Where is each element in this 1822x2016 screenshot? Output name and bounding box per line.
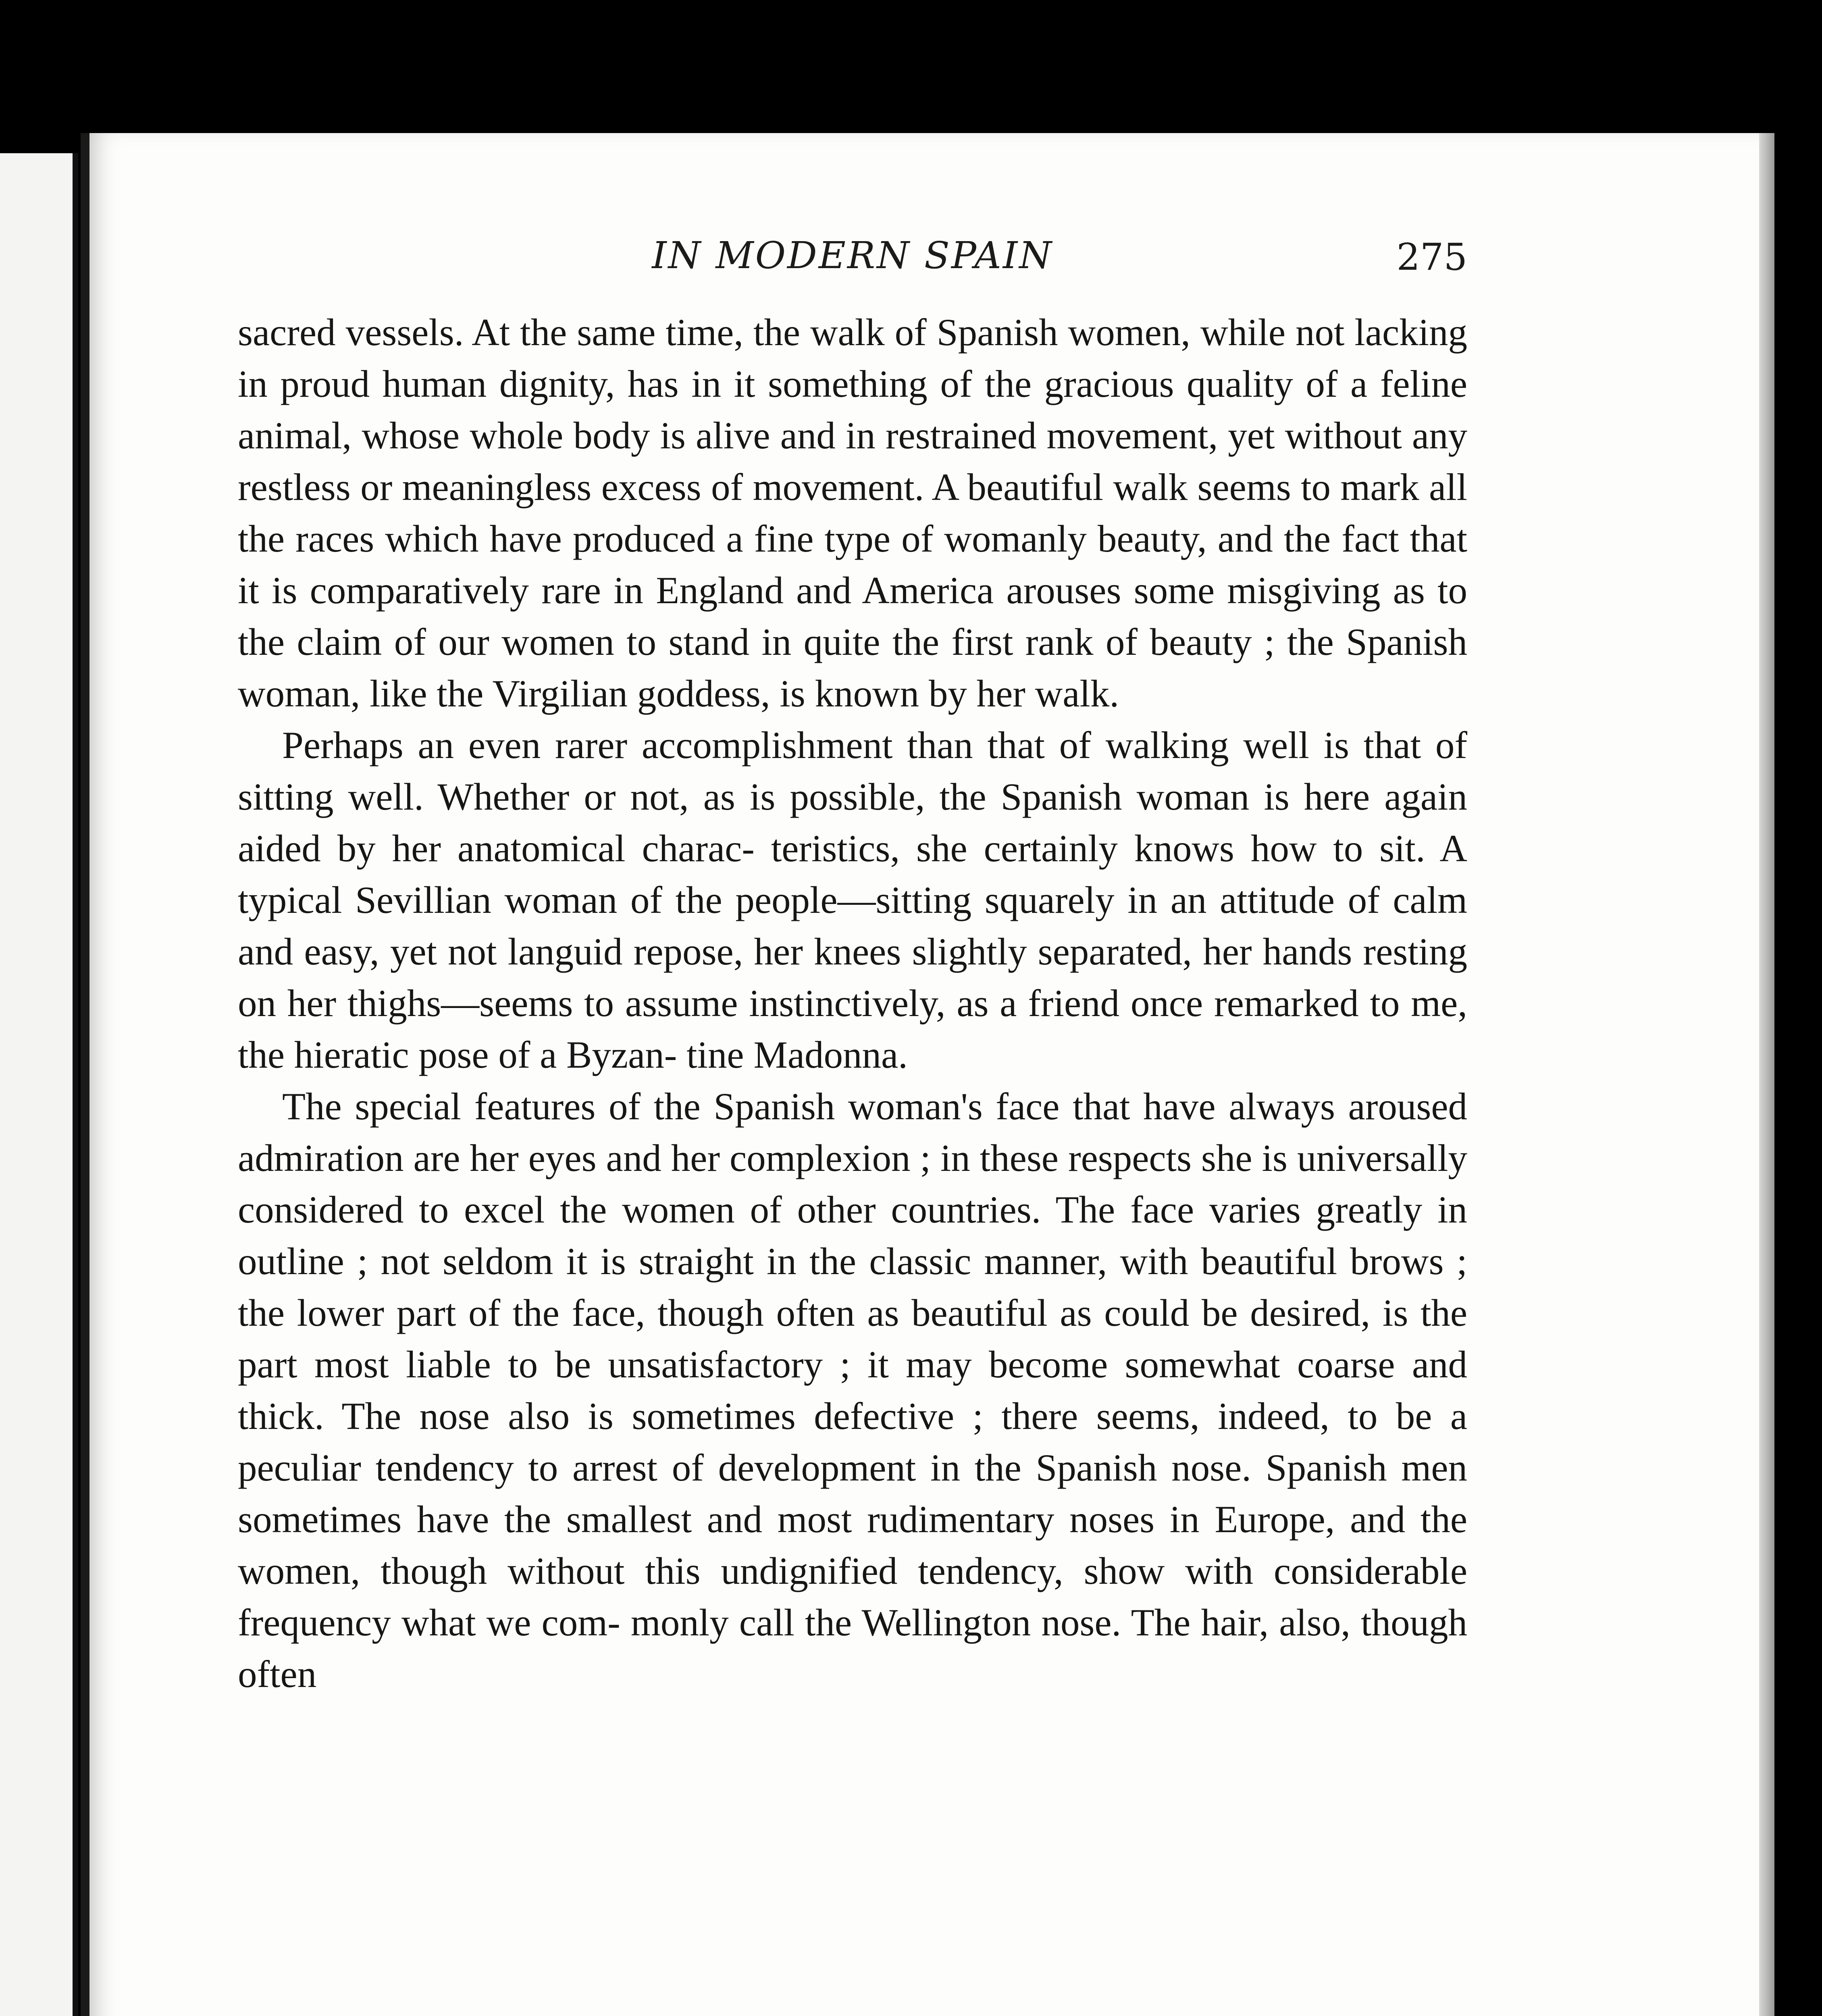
previous-page-edge [0, 153, 78, 2016]
paragraph-3: The special features of the Spanish woman's face that have always aroused admiration are her eyes and her complexion ; in these respects she is universally considered to excel the women of other countries. The face varies greatly in outline ; not seldom it is straight in the classic manner, with beautiful brows ; the lower part of the face, though often as beautiful as could be desired, is the part most liable to be unsatisfactory ; it may become somewhat coarse and thick. The nose also is sometimes defective ; there seems, indeed, to be a peculiar tendency to arrest of development in the Spanish nose. Spanish men sometimes have the smallest and most rudimentary noses in Europe, and the women, though without this undignified tendency, show with considerable frequency what we com- monly call the Wellington nose. The hair, also, though often [238, 1085, 1467, 1695]
body-text [238, 306, 1467, 1700]
paragraph-2: Perhaps an even rarer accomplishment than that of walking well is that of sitting well. Whether or not, as is possible, the Spanish woman is here again aided by her anatomical charac- teristics, she certainly knows how to sit. A typical Sevillian woman of the people—sitting squarely in an attitude of calm and easy, yet not languid repose, her knees slightly separated, her hands resting on her thighs—seems to assume instinctively, as a friend once remarked to me, the hieratic pose of a Byzan- tine Madonna. [238, 724, 1467, 1076]
running-head [238, 234, 1467, 314]
page-number: 275 [1396, 235, 1467, 279]
paragraph-1: sacred vessels. At the same time, the walk of Spanish women, while not lacking in proud human dignity, has in it something of the gracious quality of a feline animal, whose whole body is alive and in restrained movement, yet without any restless or meaningless excess of movement. A beautiful walk seems to mark all the races which have produced a fine type of womanly beauty, and the fact that it is comparatively rare in England and America arouses some misgiving as to the claim of our women to stand in quite the first rank of beauty ; the Spanish woman, like the Virgilian goddess, is known by her walk. [238, 311, 1467, 715]
page-right-edge [1759, 133, 1774, 2016]
running-title: IN MODERN SPAIN [652, 234, 1053, 277]
